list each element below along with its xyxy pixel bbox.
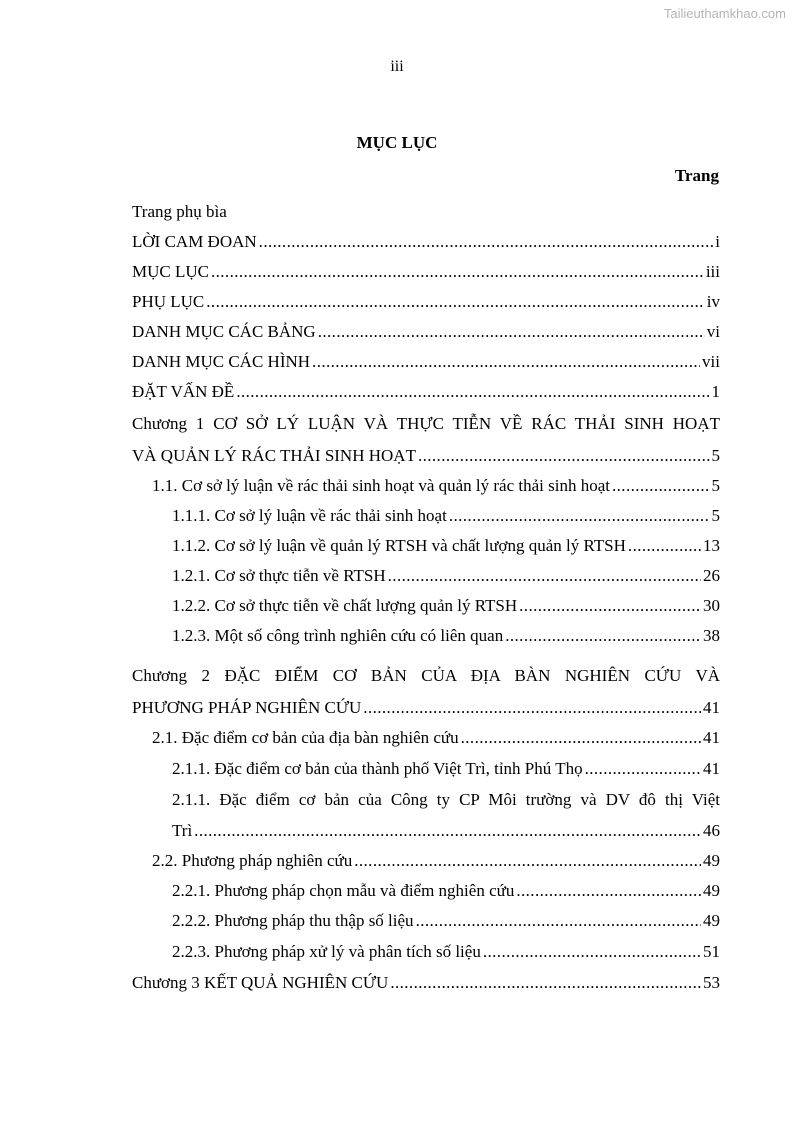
toc-entry-text: 1.2.3. Một số công trình nghiên cứu có liên quan: [172, 626, 504, 645]
toc-entry-text: 1.1. Cơ sở lý luận về rác thải sinh hoạt và quản lý rác thải sinh hoạt: [152, 476, 610, 495]
toc-entry-text: ĐẶT VẤN ĐỀ: [132, 382, 235, 401]
toc-entry: [172, 561, 720, 591]
dot-leader: [483, 937, 701, 967]
toc-entry-page: vii: [702, 352, 720, 371]
dot-leader: [612, 471, 710, 501]
toc-entry-page: iv: [706, 292, 720, 311]
dot-leader: [259, 227, 714, 257]
toc-entry-text: LỜI CAM ĐOAN: [132, 232, 257, 251]
toc-entry-page: 5: [711, 506, 720, 525]
toc-entry-text: 1.2.2. Cơ sở thực tiễn về chất lượng quản lý RTSH: [172, 596, 518, 615]
page-column-header: Trang: [674, 166, 719, 185]
page-number: iii: [390, 58, 404, 75]
toc-entry-text: DANH MỤC CÁC HÌNH: [132, 352, 311, 371]
toc-entry-text: 1.1.2. Cơ sở lý luận về quản lý RTSH và chất lượng quản lý RTSH: [172, 536, 626, 555]
toc-entry: [172, 816, 720, 846]
toc-entry-text: Trang phụ bìa: [132, 202, 227, 221]
toc-entry: [132, 347, 720, 377]
dot-leader: [194, 816, 701, 846]
toc-entry: [172, 754, 720, 784]
toc-entry-text: PHỤ LỤC: [132, 292, 205, 311]
dot-leader: [363, 693, 701, 723]
toc-entry: [152, 846, 720, 876]
dot-leader: [318, 317, 705, 347]
dot-leader: [354, 846, 701, 876]
dot-leader: [211, 257, 704, 287]
toc-entry-page: 5: [711, 446, 720, 465]
dot-leader: [519, 591, 701, 621]
toc-entry-text: 1.2.1. Cơ sở thực tiễn về RTSH: [172, 566, 386, 585]
dot-leader: [585, 754, 701, 784]
toc-entry-page: 1: [711, 382, 720, 401]
toc-entry: [152, 471, 720, 501]
toc-entry-page: vi: [706, 322, 720, 341]
toc-entry-page: 51: [703, 942, 720, 961]
toc-entry: [172, 937, 720, 967]
dot-leader: [236, 377, 709, 407]
toc-entry: [172, 785, 720, 815]
page-title: MỤC LỤC: [356, 133, 438, 152]
toc-entry-page: 41: [703, 698, 720, 717]
dot-leader: [628, 531, 701, 561]
toc-entry: [172, 531, 720, 561]
toc-entry-text: 2.2.2. Phương pháp thu thập số liệu: [172, 911, 414, 930]
dot-leader: [449, 501, 710, 531]
toc-entry-text: 2.1. Đặc điểm cơ bản của địa bàn nghiên cứu: [152, 728, 459, 747]
toc-entry: [132, 227, 720, 257]
toc-entry-page: iii: [705, 262, 720, 281]
toc-entry: [132, 968, 720, 998]
toc-entry-page: 26: [703, 566, 720, 585]
dot-leader: [206, 287, 705, 317]
toc-entry-text: Trì: [172, 821, 193, 840]
toc-entry-page: 30: [703, 596, 720, 615]
toc-entry-page: 13: [703, 536, 720, 555]
toc-entry-page: i: [715, 232, 720, 251]
toc-entry: [132, 377, 720, 407]
toc-entry-text: 2.1.1. Đặc điểm cơ bản của Công ty CP Môi trường và DV đô thị Việt: [172, 790, 720, 809]
toc-entry: [132, 257, 720, 287]
toc-entry-page: 49: [703, 911, 720, 930]
toc-entry-page: 49: [703, 851, 720, 870]
toc-entry-page: 38: [703, 626, 720, 645]
toc-entry-text: Chương 2 ĐẶC ĐIỂM CƠ BẢN CỦA ĐỊA BÀN NGHIÊN CỨU VÀ: [132, 666, 720, 685]
toc-entry: [132, 317, 720, 347]
toc-entry: [172, 876, 720, 906]
toc-entry-text: Chương 3 KẾT QUẢ NGHIÊN CỨU: [132, 973, 389, 992]
toc-entry-text: 2.2.3. Phương pháp xử lý và phân tích số liệu: [172, 942, 481, 961]
dot-leader: [390, 968, 701, 998]
toc-entry: [132, 409, 720, 439]
dot-leader: [505, 621, 701, 651]
dot-leader: [416, 906, 701, 936]
toc-entry: [132, 693, 720, 723]
toc-entry-page: 41: [703, 759, 720, 778]
toc-entry: [132, 661, 720, 691]
toc-entry-text: 2.2.1. Phương pháp chọn mẫu và điểm nghiên cứu: [172, 881, 515, 900]
watermark: Tailieuthamkhao.com: [663, 6, 786, 21]
toc-entry: [172, 501, 720, 531]
toc-entry-text: PHƯƠNG PHÁP NGHIÊN CỨU: [132, 698, 362, 717]
toc-entry: [132, 441, 720, 471]
toc-entry: [132, 287, 720, 317]
toc-entry-text: 2.2. Phương pháp nghiên cứu: [152, 851, 353, 870]
toc-entry: [132, 197, 720, 227]
dot-leader: [461, 723, 701, 753]
toc-entry-text: Chương 1 CƠ SỞ LÝ LUẬN VÀ THỰC TIỄN VỀ RÁC THẢI SINH HOẠT: [132, 414, 720, 433]
toc-entry-text: 1.1.1. Cơ sở lý luận về rác thải sinh hoạt: [172, 506, 447, 525]
toc-entry-text: 2.1.1. Đặc điểm cơ bản của thành phố Việt Trì, tỉnh Phú Thọ: [172, 759, 583, 778]
toc-entry-page: 5: [711, 476, 720, 495]
toc-entry-page: 53: [703, 973, 720, 992]
dot-leader: [516, 876, 701, 906]
toc-entry: [172, 906, 720, 936]
dot-leader: [418, 441, 710, 471]
toc-entry: [172, 621, 720, 651]
toc-entry-text: VÀ QUẢN LÝ RÁC THẢI SINH HOẠT: [132, 446, 416, 465]
toc-entry-text: DANH MỤC CÁC BẢNG: [132, 322, 316, 341]
toc-entry-page: 41: [703, 728, 720, 747]
dot-leader: [312, 347, 700, 377]
dot-leader: [388, 561, 701, 591]
toc-entry: [152, 723, 720, 753]
toc-entry-page: 46: [703, 821, 720, 840]
toc-entry-text: MỤC LỤC: [132, 262, 209, 281]
toc-entry-page: 49: [703, 881, 720, 900]
toc-entry: [172, 591, 720, 621]
